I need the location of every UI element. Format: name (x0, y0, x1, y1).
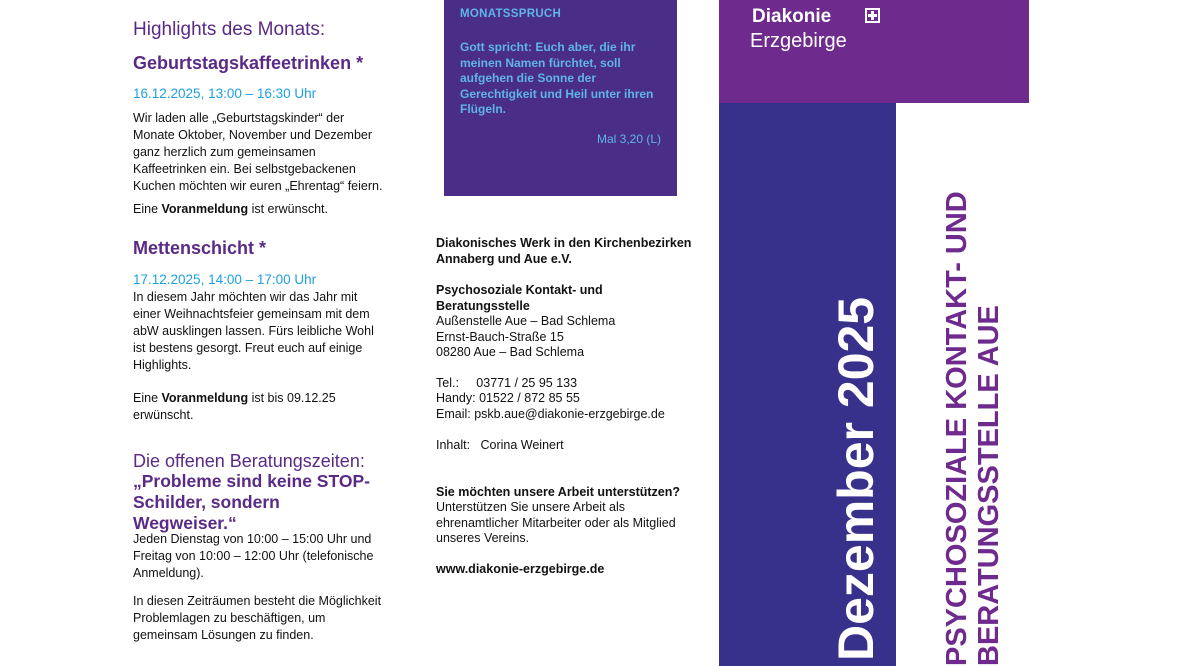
monatsspruch-box (444, 0, 677, 196)
logo-region: Erzgebirge (750, 30, 847, 52)
beratung-info: In diesen Zeiträumen besteht die Möglichkeit Problemlagen zu beschäftigen, um gemeinsam Lösungen zu finden. (133, 594, 382, 642)
monatsspruch-text: Gott spricht: Euch aber, die ihr meinen Namen fürchtet, soll aufgehen die Sonne der Gerechtigkeit und Heil unter ihren Flügeln. (460, 40, 654, 116)
city-address: 08280 Aue – Bad Schlema (436, 345, 585, 359)
monatsspruch-reference: Mal 3,20 (L) (596, 131, 661, 146)
cover-month: Dezember 2025 (828, 296, 884, 661)
event1-date: 16.12.2025, 13:00 – 16:30 Uhr (133, 86, 317, 101)
event2-note: Eine Voranmeldung ist bis 09.12.25 erwünscht. (133, 391, 336, 422)
beratung-times: Jeden Dienstag von 10:00 – 15:00 Uhr und Freitag von 10:00 – 12:00 Uhr (telefonische Anmeldung). (133, 532, 374, 580)
monatsspruch-heading: MONATSSPRUCH (460, 8, 562, 20)
dept-name: Psychosoziale Kontakt- und Beratungsstelle (436, 283, 603, 313)
event1-text: Wir laden alle „Geburtstagskinder“ der Monate Oktober, November und Dezember ganz herzlich zum gemeinsamen Kaffeetrinken ein. Bei selbstgebackenen Kuchen möchten wir euren „Ehrentag“ feiern. (133, 111, 383, 193)
cover-title-line1: PSYCHOSOZIALE KONTAKT- UND (941, 191, 973, 666)
street-address: Ernst-Bauch-Straße 15 (436, 330, 564, 344)
org-name: Diakonisches Werk in den Kirchenbezirken Annaberg und Aue e.V. (436, 236, 692, 266)
event1-title: Geburtstagskaffeetrinken * (133, 53, 364, 73)
content-author: Inhalt: Corina Weinert (436, 438, 564, 452)
mobile: Handy: 01522 / 872 85 55 (436, 391, 580, 405)
event2-text: In diesem Jahr möchten wir das Jahr mit einer Weihnachtsfeier gemeinsam mit dem abW ausklingen lassen. Fürs leibliche Wohl ist bestens gesorgt. Freut euch auf einige Highlights. (133, 290, 374, 372)
event1-note: Eine Voranmeldung ist erwünscht. (133, 202, 328, 216)
cover-title (941, 191, 1005, 666)
website-link[interactable]: www.diakonie-erzgebirge.de (436, 562, 605, 576)
email[interactable]: Email: pskb.aue@diakonie-erzgebirge.de (436, 407, 665, 421)
support-text: Unterstützen Sie unsere Arbeit als ehrenamtlicher Mitarbeiter oder als Mitglied unseres Vereins. (436, 500, 676, 545)
phone: Tel.: 03771 / 25 95 133 (436, 376, 578, 390)
highlights-heading: Highlights des Monats: (133, 19, 326, 40)
cover-title-line2: BERATUNGSSTELLE AUE (973, 305, 1005, 666)
event2-date: 17.12.2025, 14:00 – 17:00 Uhr (133, 272, 317, 287)
event2-title: Mettenschicht * (133, 238, 267, 258)
logo-name: Diakonie (752, 6, 832, 27)
beratung-quote: „Probleme sind keine STOP-Schilder, sondern Wegweiser.“ (133, 471, 370, 533)
branch-name: Außenstelle Aue – Bad Schlema (436, 314, 616, 328)
support-question: Sie möchten unsere Arbeit unterstützen? (436, 485, 681, 499)
cross-icon (865, 8, 880, 23)
logo-box (719, 0, 1029, 103)
beratung-heading: Die offenen Beratungszeiten: (133, 451, 365, 471)
